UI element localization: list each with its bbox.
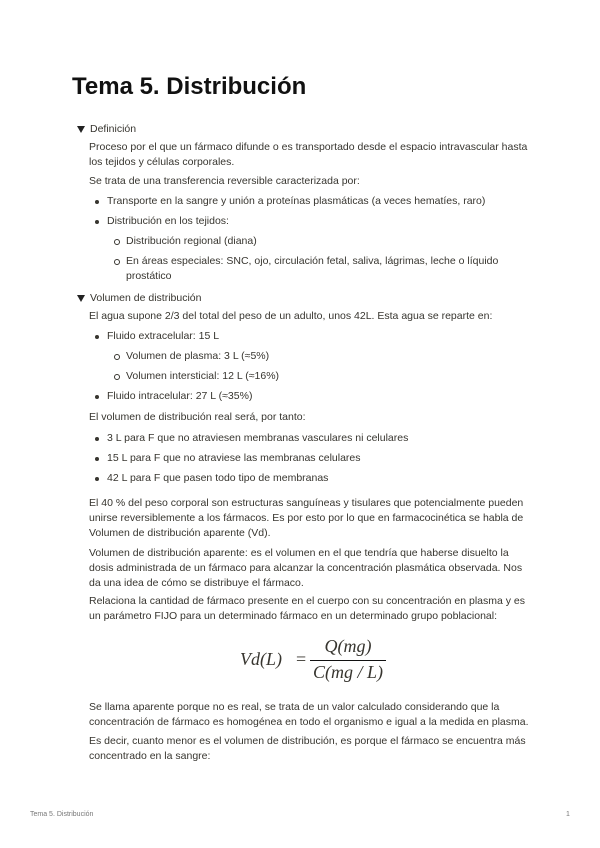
bullet-icon	[95, 457, 99, 461]
sub-list-item: Volumen intersticial: 12 L (≈16%)	[114, 369, 514, 384]
paragraph: Se trata de una transferencia reversible caracterizada por:	[89, 175, 360, 187]
circle-bullet-icon	[114, 259, 120, 265]
list-item: Fluido extracelular: 15 L	[95, 329, 525, 344]
bullet-icon	[95, 395, 99, 399]
paragraph: Es decir, cuanto menor es el volumen de distribución, es porque el fármaco se encuentra más concentrado en la sangre:	[89, 735, 526, 762]
page-number: 1	[566, 811, 570, 818]
list-item: Transporte en la sangre y unión a proteínas plasmáticas (a veces hematíes, raro)	[95, 194, 525, 209]
bullet-icon	[95, 437, 99, 441]
circle-bullet-icon	[114, 374, 120, 380]
formula-equals: =	[296, 649, 307, 669]
bullet-icon	[95, 477, 99, 481]
toggle-triangle-icon[interactable]	[77, 126, 85, 133]
paragraph: Proceso por el que un fármaco difunde o es transportado desde el espacio intravascular hasta los tejidos y células corporales.	[89, 141, 528, 168]
bullet-icon	[95, 335, 99, 339]
formula-lhs: Vd(L)	[240, 649, 282, 669]
fraction-bar	[310, 660, 386, 661]
circle-bullet-icon	[114, 354, 120, 360]
toggle-triangle-icon[interactable]	[77, 295, 85, 302]
toggle-definicion[interactable]	[76, 122, 536, 136]
sub-list-item: Volumen de plasma: 3 L (≈5%)	[114, 349, 514, 364]
formula	[240, 636, 390, 684]
list-item: 3 L para F que no atraviesen membranas vasculares ni celulares	[95, 431, 525, 446]
list-item: Distribución en los tejidos:	[95, 214, 525, 229]
formula-denominator: C(mg / L)	[312, 662, 383, 682]
toggle-label: Definición	[90, 123, 137, 135]
footer-title: Tema 5. Distribución	[30, 811, 94, 818]
sub-list-item: En áreas especiales: SNC, ojo, circulación fetal, saliva, lágrimas, leche o líquido prostático	[114, 254, 504, 284]
paragraph: El agua supone 2/3 del total del peso de un adulto, unos 42L. Esta agua se reparte en:	[89, 310, 493, 322]
list-item: 15 L para F que no atraviese las membranas celulares	[95, 451, 525, 466]
list-item: Fluido intracelular: 27 L (≈35%)	[95, 389, 525, 404]
sub-list-item: Distribución regional (diana)	[114, 234, 514, 249]
paragraph: Se llama aparente porque no es real, se trata de un valor calculado considerando que la concentración de fármaco es homogénea en todo el organismo e igual a la medida en plasma.	[89, 701, 529, 728]
bullet-icon	[95, 200, 99, 204]
formula-numerator: Q(mg)	[324, 636, 372, 656]
toggle-label: Volumen de distribución	[90, 292, 202, 304]
paragraph: Volumen de distribución aparente: es el volumen en el que tendría que haberse disuelto la dosis administrada de un fármaco para alcanzar la concentración plasmática observada. Nos da una idea de cómo se distribuye el fármaco.	[89, 547, 523, 589]
page-title: Tema 5. Distribución	[72, 73, 307, 100]
circle-bullet-icon	[114, 239, 120, 245]
paragraph: Relaciona la cantidad de fármaco presente en el cuerpo con su concentración en plasma y es un parámetro FIJO para un determinado fármaco en un determinado grupo poblacional:	[89, 595, 526, 622]
bullet-icon	[95, 220, 99, 224]
paragraph: El 40 % del peso corporal son estructuras sanguíneas y tisulares que potencialmente pueden unirse reversiblemente a los fármacos. Es por esto por lo que en farmacocinética se habla de Volumen de distribución aparente (Vd).	[89, 497, 524, 539]
paragraph: El volumen de distribución real será, por tanto:	[89, 411, 306, 423]
toggle-volumen[interactable]	[76, 291, 536, 305]
list-item: 42 L para F que pasen todo tipo de membranas	[95, 471, 525, 486]
